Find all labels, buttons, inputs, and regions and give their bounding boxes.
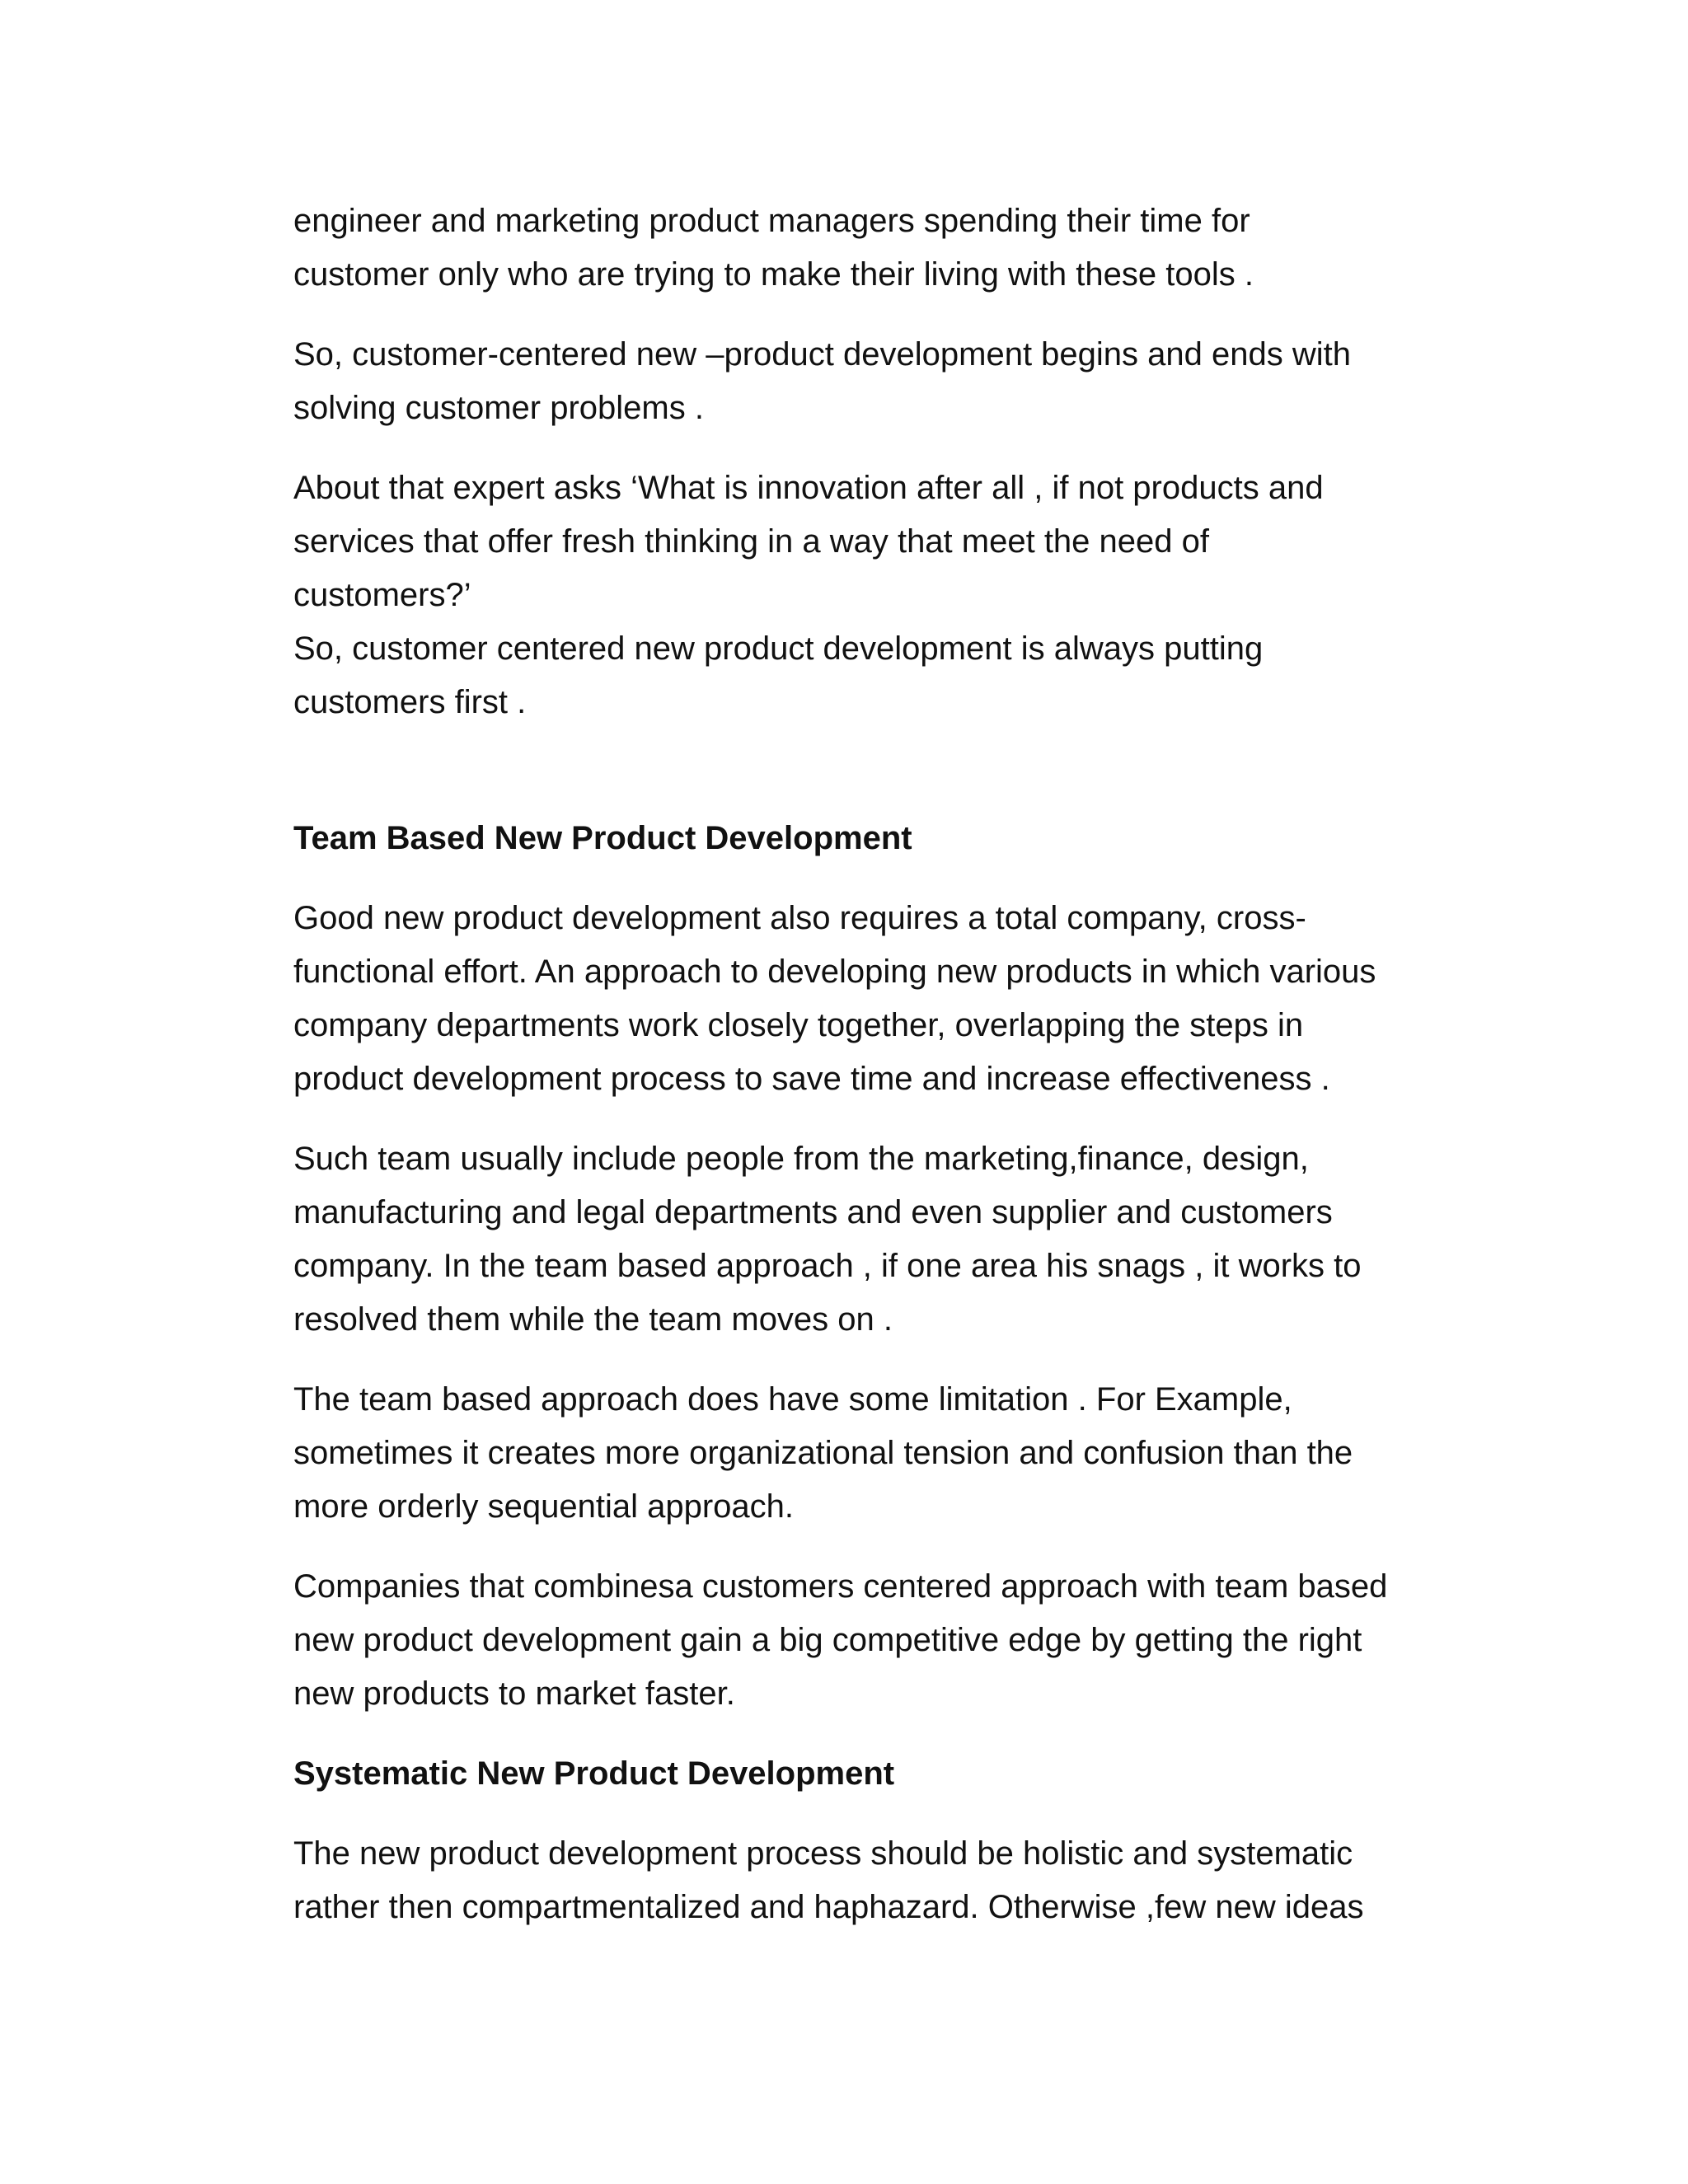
paragraph: Companies that combinesa customers centered approach with team based new product development gain a big competitive edge by getting the right new products to market faster. xyxy=(293,1568,1388,1712)
document-body xyxy=(293,194,1480,1961)
paragraph: Good new product development also requires a total company, cross- functional effort. An approach to developing new products in which various company departments work closely together, overlapping the steps in product development process to save time and increase effectiveness . xyxy=(293,900,1376,1097)
paragraph: So, customer centered new product development is always putting customers first . xyxy=(293,630,1264,720)
paragraph: The team based approach does have some limitation . For Example, sometimes it creates more organizational tension and confusion than the more orderly sequential approach. xyxy=(293,1381,1353,1525)
paragraph: Such team usually include people from the marketing,finance, design, manufacturing and legal departments and even supplier and customers company. In the team based approach , if one area his snags , it works to resolved them while the team moves on . xyxy=(293,1141,1362,1338)
paragraph: The new product development process should be holistic and systematic rather then compartmentalized and haphazard. Otherwise ,few new ideas xyxy=(293,1835,1364,1925)
section-heading-systematic: Systematic New Product Development xyxy=(293,1755,895,1792)
paragraph: So, customer-centered new –product development begins and ends with solving customer problems . xyxy=(293,336,1351,426)
section-heading-team-based: Team Based New Product Development xyxy=(293,820,912,856)
paragraph: About that expert asks ‘What is innovation after all , if not products and services that offer fresh thinking in a way that meet the need of customers?’ xyxy=(293,470,1324,613)
paragraph: engineer and marketing product managers spending their time for customer only who are trying to make their living with these tools . xyxy=(293,203,1254,293)
blank-gap xyxy=(293,729,1480,812)
